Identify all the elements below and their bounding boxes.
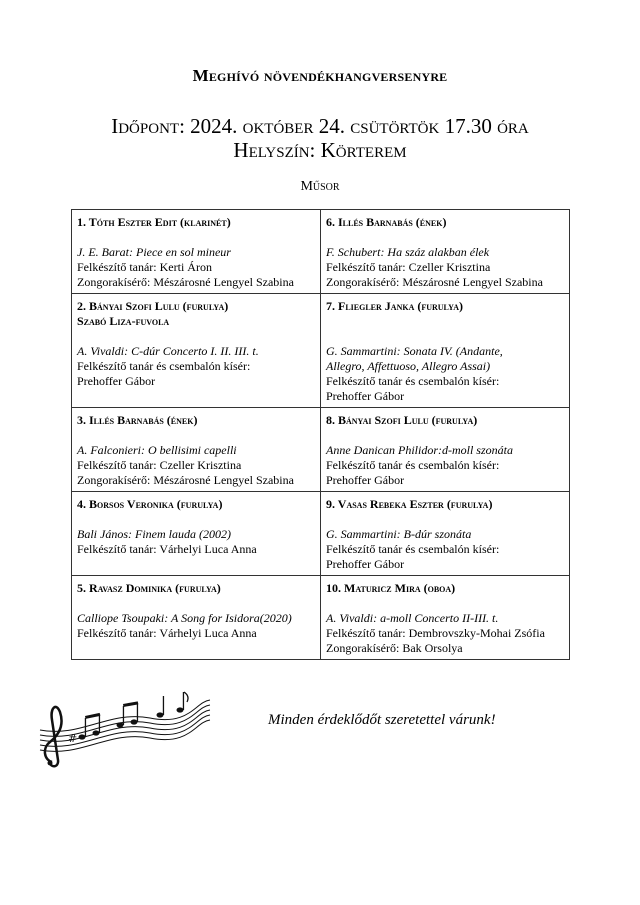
program-cell-5 (72, 576, 321, 660)
table-row (72, 210, 570, 294)
performer: 5. Ravasz Dominika (furulya) (77, 581, 221, 595)
performer: 8. Bányai Szofi Lulu (furulya) (326, 413, 478, 427)
music-notes-staff-icon (30, 690, 215, 770)
accompanist-line: Zongorakísérő: Mészárosné Lengyel Szabina (77, 473, 294, 487)
performer: 7. Fliegler Janka (furulya) (326, 299, 463, 313)
table-row (72, 408, 570, 492)
closing-message: Minden érdeklődőt szeretettel várunk! (268, 712, 496, 728)
piece-title: A. Vivaldi: a-moll Concerto II-III. t. (326, 611, 499, 625)
teacher-line: Felkészítő tanár: Czeller Krisztina (77, 458, 242, 472)
page-title: Meghívó növendékhangversenyre (192, 66, 448, 85)
piece-title: Bali János: Finem lauda (2002) (77, 527, 231, 541)
program-cell-8 (321, 408, 570, 492)
program-cell-10 (321, 576, 570, 660)
piece-title: Anne Danican Philidor:d-moll szonáta (326, 443, 513, 457)
teacher-line: Felkészítő tanár: Kerti Áron (77, 260, 212, 274)
program-table (71, 209, 570, 660)
program-cell-9 (321, 492, 570, 576)
piece-title: A. Vivaldi: C-dúr Concerto I. II. III. t. (77, 344, 259, 358)
event-venue: Helyszín: Körterem (233, 138, 407, 162)
accompanist-line: Prehoffer Gábor (77, 374, 156, 388)
accompanist-line: Prehoffer Gábor (326, 389, 405, 403)
program-cell-3 (72, 408, 321, 492)
table-row (72, 492, 570, 576)
performer: 3. Illés Barnabás (ének) (77, 413, 198, 427)
teacher-line: Felkészítő tanár és csembalón kísér: (326, 458, 500, 472)
piece-title: G. Sammartini: Sonata IV. (Andante, (326, 344, 503, 358)
teacher-line: Felkészítő tanár és csembalón kísér: (326, 542, 500, 556)
program-heading: Műsor (300, 179, 340, 194)
piece-title: A. Falconieri: O bellisimi capelli (77, 443, 237, 457)
table-row (72, 576, 570, 660)
performer: 9. Vasas Rebeka Eszter (furulya) (326, 497, 493, 511)
performer: 2. Bányai Szofi Lulu (furulya) (77, 299, 229, 313)
accompanist-line: Zongorakísérő: Mészárosné Lengyel Szabina (326, 275, 543, 289)
performer: 6. Illés Barnabás (ének) (326, 215, 447, 229)
performer-second: Szabó Liza-fuvola (77, 314, 170, 328)
teacher-line: Felkészítő tanár: Várhelyi Luca Anna (77, 542, 257, 556)
performer: 1. Tóth Eszter Edit (klarinét) (77, 215, 231, 229)
program-cell-1 (72, 210, 321, 294)
teacher-line: Felkészítő tanár: Várhelyi Luca Anna (77, 626, 257, 640)
piece-title: F. Schubert: Ha száz alakban élek (326, 245, 490, 259)
program-cell-6 (321, 210, 570, 294)
performer: 4. Borsos Veronika (furulya) (77, 497, 223, 511)
piece-title: Calliope Tsoupaki: A Song for Isidora(2020) (77, 611, 292, 625)
program-cell-7 (321, 294, 570, 408)
piece-title: G. Sammartini: B-dúr szonáta (326, 527, 472, 541)
teacher-line: Felkészítő tanár: Dembrovszky-Mohai Zsófia (326, 626, 545, 640)
table-row (72, 294, 570, 408)
accompanist-line: Zongorakísérő: Bak Orsolya (326, 641, 463, 655)
svg-text:#: # (68, 732, 78, 745)
accompanist-line: Zongorakísérő: Mészárosné Lengyel Szabina (77, 275, 294, 289)
accompanist-line: Prehoffer Gábor (326, 473, 405, 487)
piece-title: J. E. Barat: Piece en sol mineur (77, 245, 231, 259)
teacher-line: Felkészítő tanár: Czeller Krisztina (326, 260, 491, 274)
program-cell-2 (72, 294, 321, 408)
piece-title-cont: Allegro, Affettuoso, Allegro Assai) (326, 359, 491, 373)
program-cell-4 (72, 492, 321, 576)
teacher-line: Felkészítő tanár és csembalón kísér: (77, 359, 251, 373)
teacher-line: Felkészítő tanár és csembalón kísér: (326, 374, 500, 388)
accompanist-line: Prehoffer Gábor (326, 557, 405, 571)
event-date: Időpont: 2024. október 24. csütörtök 17.30 óra (111, 114, 529, 138)
performer: 10. Maturicz Mira (oboa) (326, 581, 456, 595)
